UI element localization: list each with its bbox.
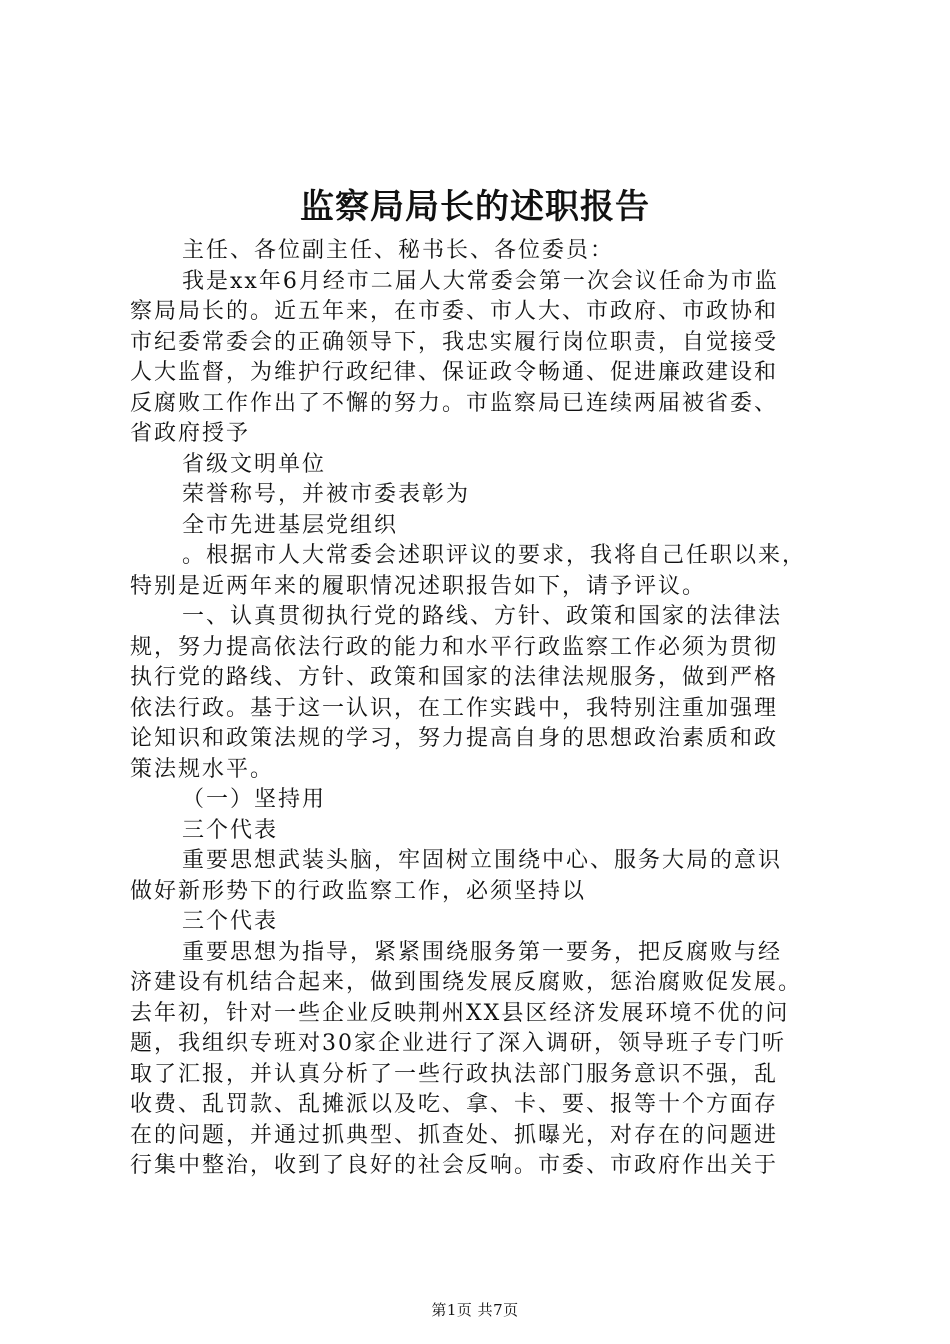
body-line: 三个代表: [182, 817, 279, 843]
body-line: 取了汇报，并认真分析了一些行政执法部门服务意识不强，乱: [130, 1061, 779, 1087]
body-line: 论知识和政策法规的学习，努力提高自身的思想政治素质和政: [130, 726, 779, 751]
body-line: 规，努力提高依法行政的能力和水平行政监察工作必须为贯彻: [130, 634, 779, 660]
body-line: 题，我组织专班对30家企业进行了深入调研，领导班子专门听: [130, 1031, 786, 1056]
body-line: 依法行政。基于这一认识，在工作实践中，我特别注重加强理: [130, 695, 779, 721]
body-line: 全市先进基层党组织: [182, 512, 399, 538]
body-line: 策法规水平。: [130, 756, 275, 782]
body-line: 做好新形势下的行政监察工作，必须坚持以: [130, 878, 587, 904]
body-line: 人大监督，为维护行政纪律、保证政令畅通、促进廉政建设和: [130, 360, 779, 385]
document-body: [130, 236, 830, 1182]
body-line: 察局局长的。近五年来，在市委、市人大、市政府、市政协和: [130, 299, 779, 324]
body-line: 省政府授予: [130, 421, 251, 446]
body-line: 主任、各位副主任、秘书长、各位委员：: [182, 238, 615, 263]
body-line: 重要思想武装头脑，牢固树立围绕中心、服务大局的意识: [182, 848, 783, 873]
body-line: 特别是近两年来的履职情况述职报告如下，请予评议。: [130, 573, 707, 599]
body-line: 我是xx年6月经市二届人大常委会第一次会议任命为市监: [182, 268, 779, 294]
body-line: 执行党的路线、方针、政策和国家的法律法规服务，做到严格: [130, 665, 779, 690]
body-line: 济建设有机结合起来，做到围绕发展反腐败，惩治腐败促发展。: [130, 970, 803, 995]
body-line: 在的问题，并通过抓典型、抓查处、抓曝光，对存在的问题进: [130, 1122, 779, 1148]
body-line: 三个代表: [182, 909, 279, 934]
page-footer: 第1页 共7页: [431, 1301, 519, 1319]
body-line: 市纪委常委会的正确领导下，我忠实履行岗位职责，自觉接受: [130, 329, 779, 355]
body-line: 行集中整治，收到了良好的社会反响。市委、市政府作出关于: [130, 1153, 779, 1178]
body-line: 一、认真贯彻执行党的路线、方针、政策和国家的法律法: [182, 604, 783, 629]
body-line: 荣誉称号，并被市委表彰为: [182, 482, 471, 507]
body-line: 省级文明单位: [182, 451, 327, 477]
body-line: 收费、乱罚款、乱摊派以及吃、拿、卡、要、报等十个方面存: [130, 1092, 779, 1117]
body-line: 反腐败工作作出了不懈的努力。市监察局已连续两届被省委、: [130, 390, 779, 416]
body-line: 重要思想为指导，紧紧围绕服务第一要务，把反腐败与经: [182, 939, 783, 965]
body-line: （一）坚持用: [182, 787, 327, 812]
document-title: 监察局局长的述职报告: [300, 187, 650, 227]
body-line: 。根据市人大常委会述职评议的要求，我将自己任职以来，: [182, 543, 807, 568]
body-line: 去年初，针对一些企业反映荆州XX县区经济发展环境不优的问: [130, 1000, 790, 1026]
